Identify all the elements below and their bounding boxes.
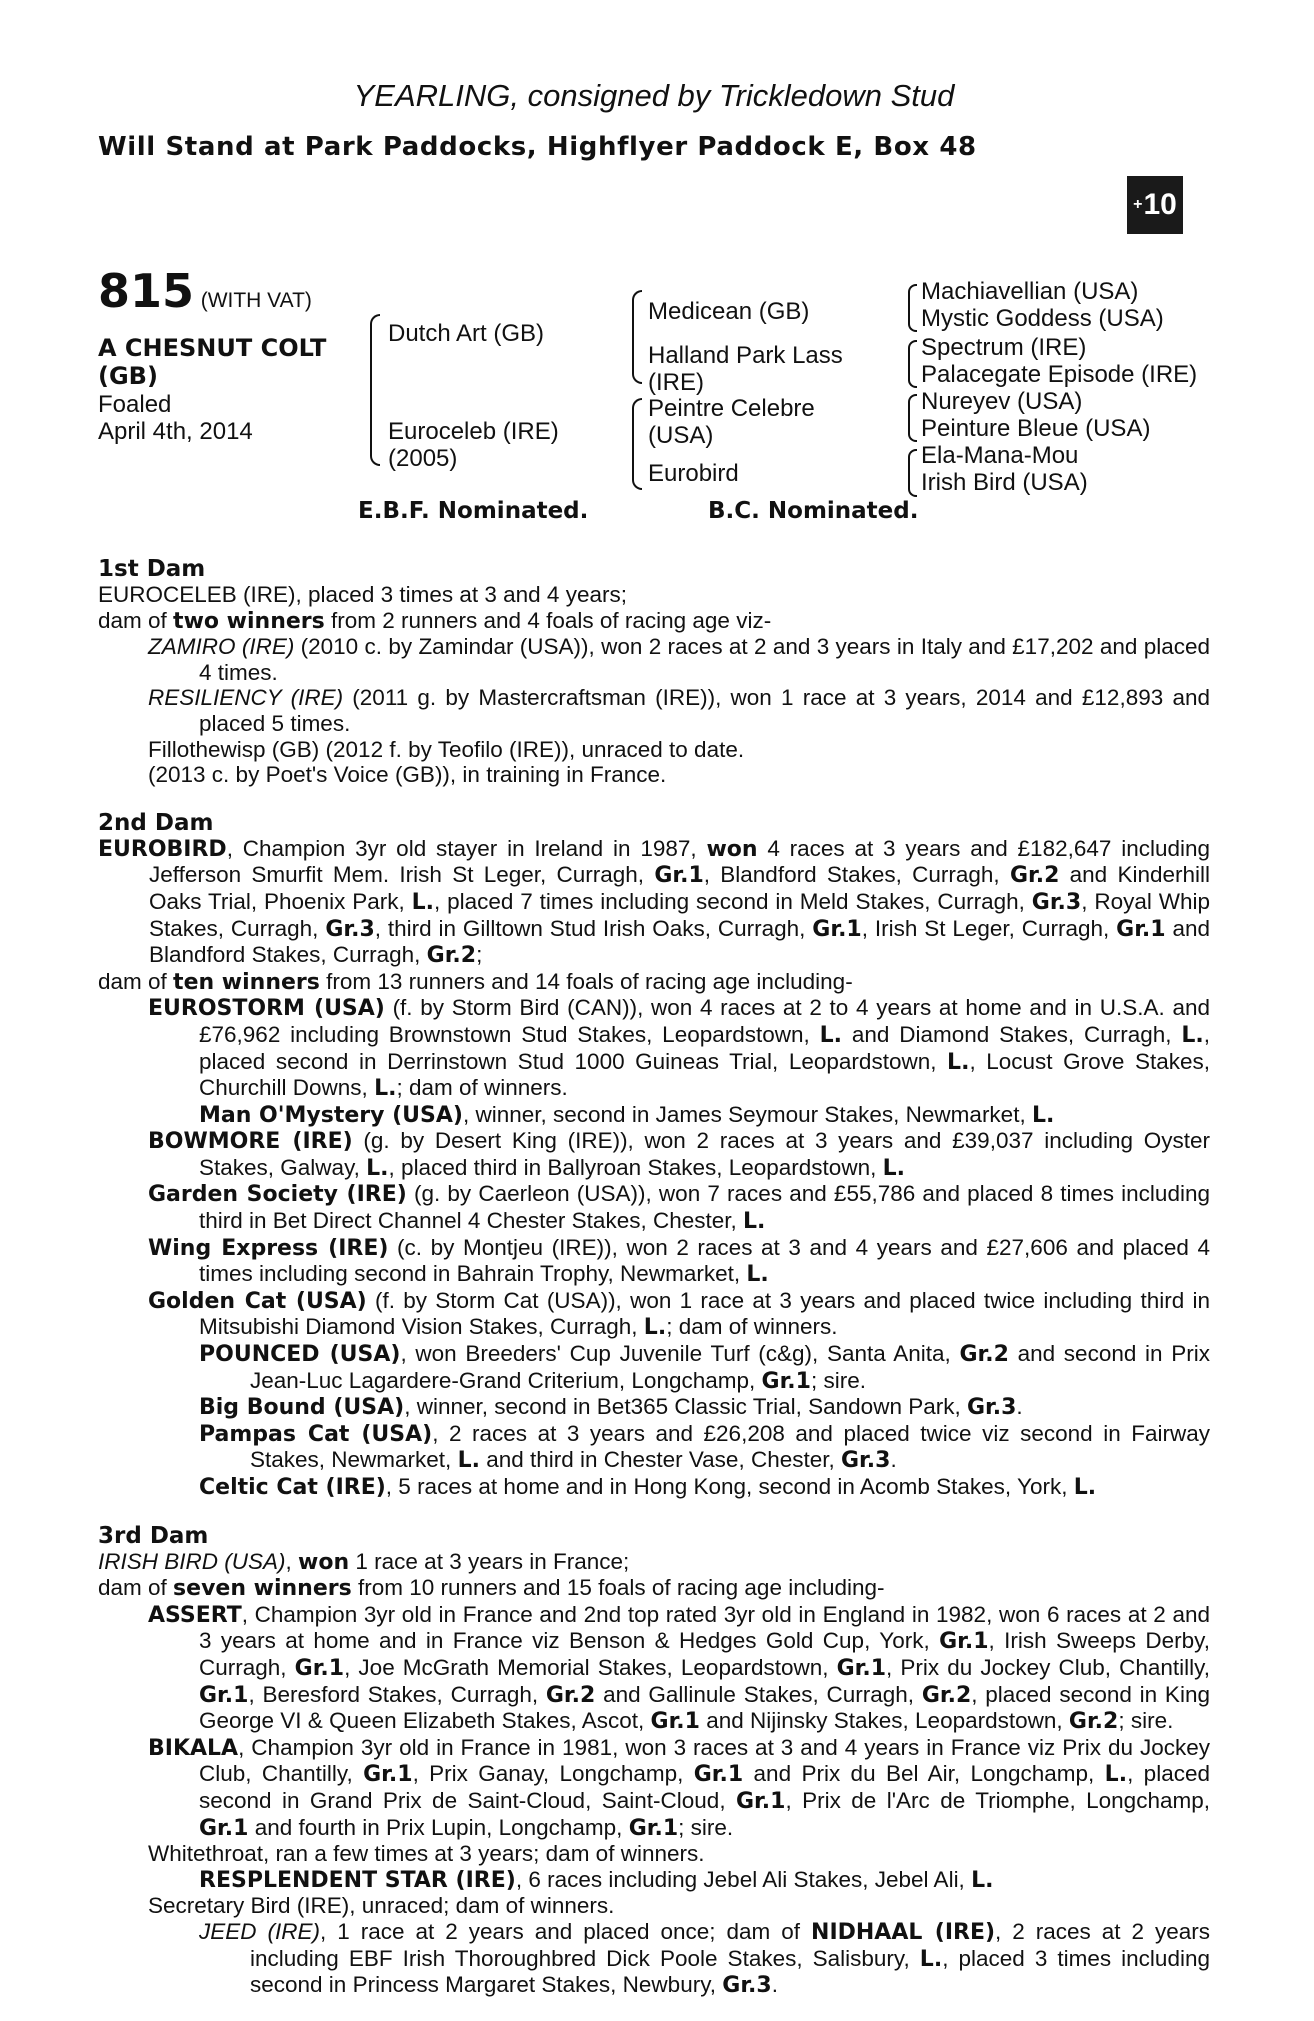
third-dam-produce: dam of seven winners from 10 runners and 15 foals of racing age including-: [98, 1575, 885, 1602]
pedigree-block: [98, 264, 1210, 528]
brace-sire-parents: [632, 290, 642, 384]
sire-dam-country: (IRE): [648, 369, 704, 396]
dam-sire: Peintre Celebre: [648, 395, 815, 422]
lot-description-country: (GB): [98, 362, 158, 390]
entry-fillothewisp: Fillothewisp (GB) (2012 f. by Teofilo (IRE)), unraced to date.: [148, 736, 745, 762]
entry-zamiro: ZAMIRO (IRE) (2010 c. by Zamindar (USA)), won 2 races at 2 and 3 years in Italy and £17,202 and placed 4 times.: [148, 634, 1210, 685]
sire-sire-dam: Mystic Goddess (USA): [921, 305, 1164, 332]
dam-dam: Eurobird: [648, 460, 739, 487]
dam-sire-country: (USA): [648, 422, 714, 449]
entry-pounced: POUNCED (USA), won Breeders' Cup Juvenile Turf (c&g), Santa Anita, Gr.2 and second in Prix Jean-Luc Lagardere-Grand Criterium, Longchamp, Gr.1; sire.: [199, 1341, 1210, 1394]
entry-jeed: JEED (IRE), 1 race at 2 years and placed once; dam of NIDHAAL (IRE), 2 races at 2 years including EBF Irish Thoroughbred Dick Poole Stakes, Salisbury, L., placed 3 times including second in Princess Margaret Stakes, Newbury, Gr.3.: [199, 1918, 1211, 1999]
first-dam-heading: 1st Dam: [98, 556, 206, 582]
entry-assert: ASSERT, Champion 3yr old in France and 2nd top rated 3yr old in England in 1982, won 6 races at 2 and 3 years at home and in France viz Benson & Hedges Gold Cup, York, Gr.1, Irish Sweeps Derby, Curragh, Gr.1, Joe McGrath Memorial Stakes, Leopardstown, Gr.1, Prix du Jockey Club, Chantilly, Gr.1, Beresford Stakes, Curragh, Gr.2 and Gallinule Stakes, Curragh, Gr.2, placed second in King George VI & Queen Elizabeth Stakes, Ascot, Gr.1 and Nijinsky Stakes, Leopardstown, Gr.2; sire.: [148, 1601, 1210, 1735]
family-notes: [98, 556, 1210, 2021]
entry-pampas-cat: Pampas Cat (USA), 2 races at 3 years and £26,208 and placed twice viz second in Fairway Stakes, Newmarket, L. and third in Chester Vase, Chester, Gr.3.: [199, 1420, 1210, 1474]
dam-sire-sire: Nureyev (USA): [921, 388, 1083, 415]
brace-dd: [908, 449, 917, 497]
entry-bowmore: BOWMORE (IRE) (g. by Desert King (IRE)), won 2 races at 3 years and £39,037 including Oyster Stakes, Galway, L., placed third in Ballyroan Stakes, Leopardstown, L.: [148, 1128, 1210, 1181]
entry-secretary-bird: Secretary Bird (IRE), unraced; dam of winners.: [148, 1893, 615, 1919]
bc-nominated: B.C. Nominated.: [708, 498, 919, 524]
brace-ss: [908, 284, 917, 332]
lot-number: 815 (WITH VAT): [98, 264, 312, 318]
entry-man-o-mystery: Man O'Mystery (USA), winner, second in James Seymour Stakes, Newmarket, L.: [199, 1101, 1055, 1128]
sire-dam-dam: Palacegate Episode (IRE): [921, 361, 1198, 388]
entry-resplendent-star: RESPLENDENT STAR (IRE), 6 races including Jebel Ali Stakes, Jebel Ali, L.: [199, 1866, 994, 1893]
dam-year: (2005): [388, 445, 458, 472]
entry-eurostorm: EUROSTORM (USA) (f. by Storm Bird (CAN)), won 4 races at 2 to 4 years at home and in U.S.A. and £76,962 including Brownstown Stud Stakes, Leopardstown, L. and Diamond Stakes, Curragh, L., placed second in Derrinstown Stud 1000 Guineas Trial, Leopardstown, L., Locust Grove Stakes, Churchill Downs, L.; dam of winners.: [148, 995, 1210, 1102]
entry-wing-express: Wing Express (IRE) (c. by Montjeu (IRE)), won 2 races at 3 and 4 years and £27,606 and placed 4 times including second in Bahrain Trophy, Newmarket, L.: [148, 1234, 1210, 1288]
consignor-line: YEARLING, consigned by Trickledown Stud: [353, 78, 955, 113]
dam-dam-sire: Ela-Mana-Mou: [921, 442, 1079, 469]
sire-dam-sire: Spectrum (IRE): [921, 334, 1087, 361]
entry-irish-bird: IRISH BIRD (USA), won 1 race at 3 years in France;: [98, 1548, 630, 1575]
third-dam-heading: 3rd Dam: [98, 1522, 209, 1549]
brace-dam-parents: [632, 398, 642, 490]
foaled-date: April 4th, 2014: [98, 418, 253, 445]
catalogue-page: [98, 78, 1211, 1999]
entry-whitethroat: Whitethroat, ran a few times at 3 years; dam of winners.: [148, 1841, 705, 1867]
sire-sire-sire: Machiavellian (USA): [921, 278, 1139, 305]
second-dam-section: [98, 810, 1210, 1501]
sire: Dutch Art (GB): [388, 320, 545, 347]
first-dam-line: EUROCELEB (IRE), placed 3 times at 3 and 4 years;: [98, 582, 627, 607]
dam: Euroceleb (IRE): [388, 418, 559, 445]
dam-sire-dam: Peinture Bleue (USA): [921, 415, 1151, 442]
first-dam-section: [98, 556, 1210, 788]
brace-sd: [908, 340, 917, 388]
ebf-nominated: E.B.F. Nominated.: [358, 498, 589, 524]
lot-badge: + 10: [1127, 176, 1183, 234]
lot-description: A CHESNUT COLT: [98, 334, 327, 362]
first-dam-produce: dam of two winners from 2 runners and 4 foals of racing age viz-: [98, 607, 772, 634]
dam-dam-dam: Irish Bird (USA): [921, 469, 1088, 496]
entry-bikala: BIKALA, Champion 3yr old in France in 1981, won 3 races at 3 and 4 years in France viz Prix du Jockey Club, Chantilly, Gr.1, Prix Ganay, Longchamp, Gr.1 and Prix du Bel Air, Longchamp, L., placed second in Grand Prix de Saint-Cloud, Saint-Cloud, Gr.1, Prix de l'Arc de Triomphe, Longchamp, Gr.1 and fourth in Prix Lupin, Longchamp, Gr.1; sire.: [148, 1734, 1210, 1841]
stable-location: Will Stand at Park Paddocks, Highflyer Paddock E, Box 48: [98, 132, 977, 162]
entry-resiliency: RESILIENCY (IRE) (2011 g. by Mastercraftsman (IRE)), won 1 race at 3 years, 2014 and £12,893 and placed 5 times.: [148, 685, 1210, 736]
foaled-label: Foaled: [98, 391, 172, 418]
brace-ds: [908, 394, 917, 442]
second-dam-produce: dam of ten winners from 13 runners and 14 foals of racing age including-: [98, 968, 853, 995]
brace-sire-dam: [370, 314, 380, 466]
entry-2013-colt: (2013 c. by Poet's Voice (GB)), in training in France.: [148, 762, 667, 788]
sire-dam: Halland Park Lass: [648, 342, 843, 369]
entry-celtic-cat: Celtic Cat (IRE), 5 races at home and in Hong Kong, second in Acomb Stakes, York, L.: [199, 1474, 1097, 1500]
second-dam-heading: 2nd Dam: [98, 809, 214, 836]
entry-golden-cat: Golden Cat (USA) (f. by Storm Cat (USA)), won 1 race at 3 years and placed twice including third in Mitsubishi Diamond Vision Stakes, Curragh, L.; dam of winners.: [148, 1287, 1210, 1341]
sire-sire: Medicean (GB): [648, 298, 810, 325]
entry-garden-society: Garden Society (IRE) (g. by Caerleon (USA)), won 7 races and £55,786 and placed 8 times including third in Bet Direct Channel 4 Chester Stakes, Chester, L.: [148, 1181, 1210, 1235]
third-dam-section: [98, 1523, 1210, 1999]
entry-eurobird: EUROBIRD, Champion 3yr old stayer in Ireland in 1987, won 4 races at 3 years and £182,647 including Jefferson Smurfit Mem. Irish St Leger, Curragh, Gr.1, Blandford Stakes, Curragh, Gr.2 and Kinderhill Oaks Trial, Phoenix Park, L., placed 7 times including second in Meld Stakes, Curragh, Gr.3, Royal Whip Stakes, Curragh, Gr.3, third in Gilltown Stud Irish Oaks, Curragh, Gr.1, Irish St Leger, Curragh, Gr.1 and Blandford Stakes, Curragh, Gr.2;: [98, 835, 1211, 969]
entry-big-bound: Big Bound (USA), winner, second in Bet365 Classic Trial, Sandown Park, Gr.3.: [199, 1394, 1023, 1421]
